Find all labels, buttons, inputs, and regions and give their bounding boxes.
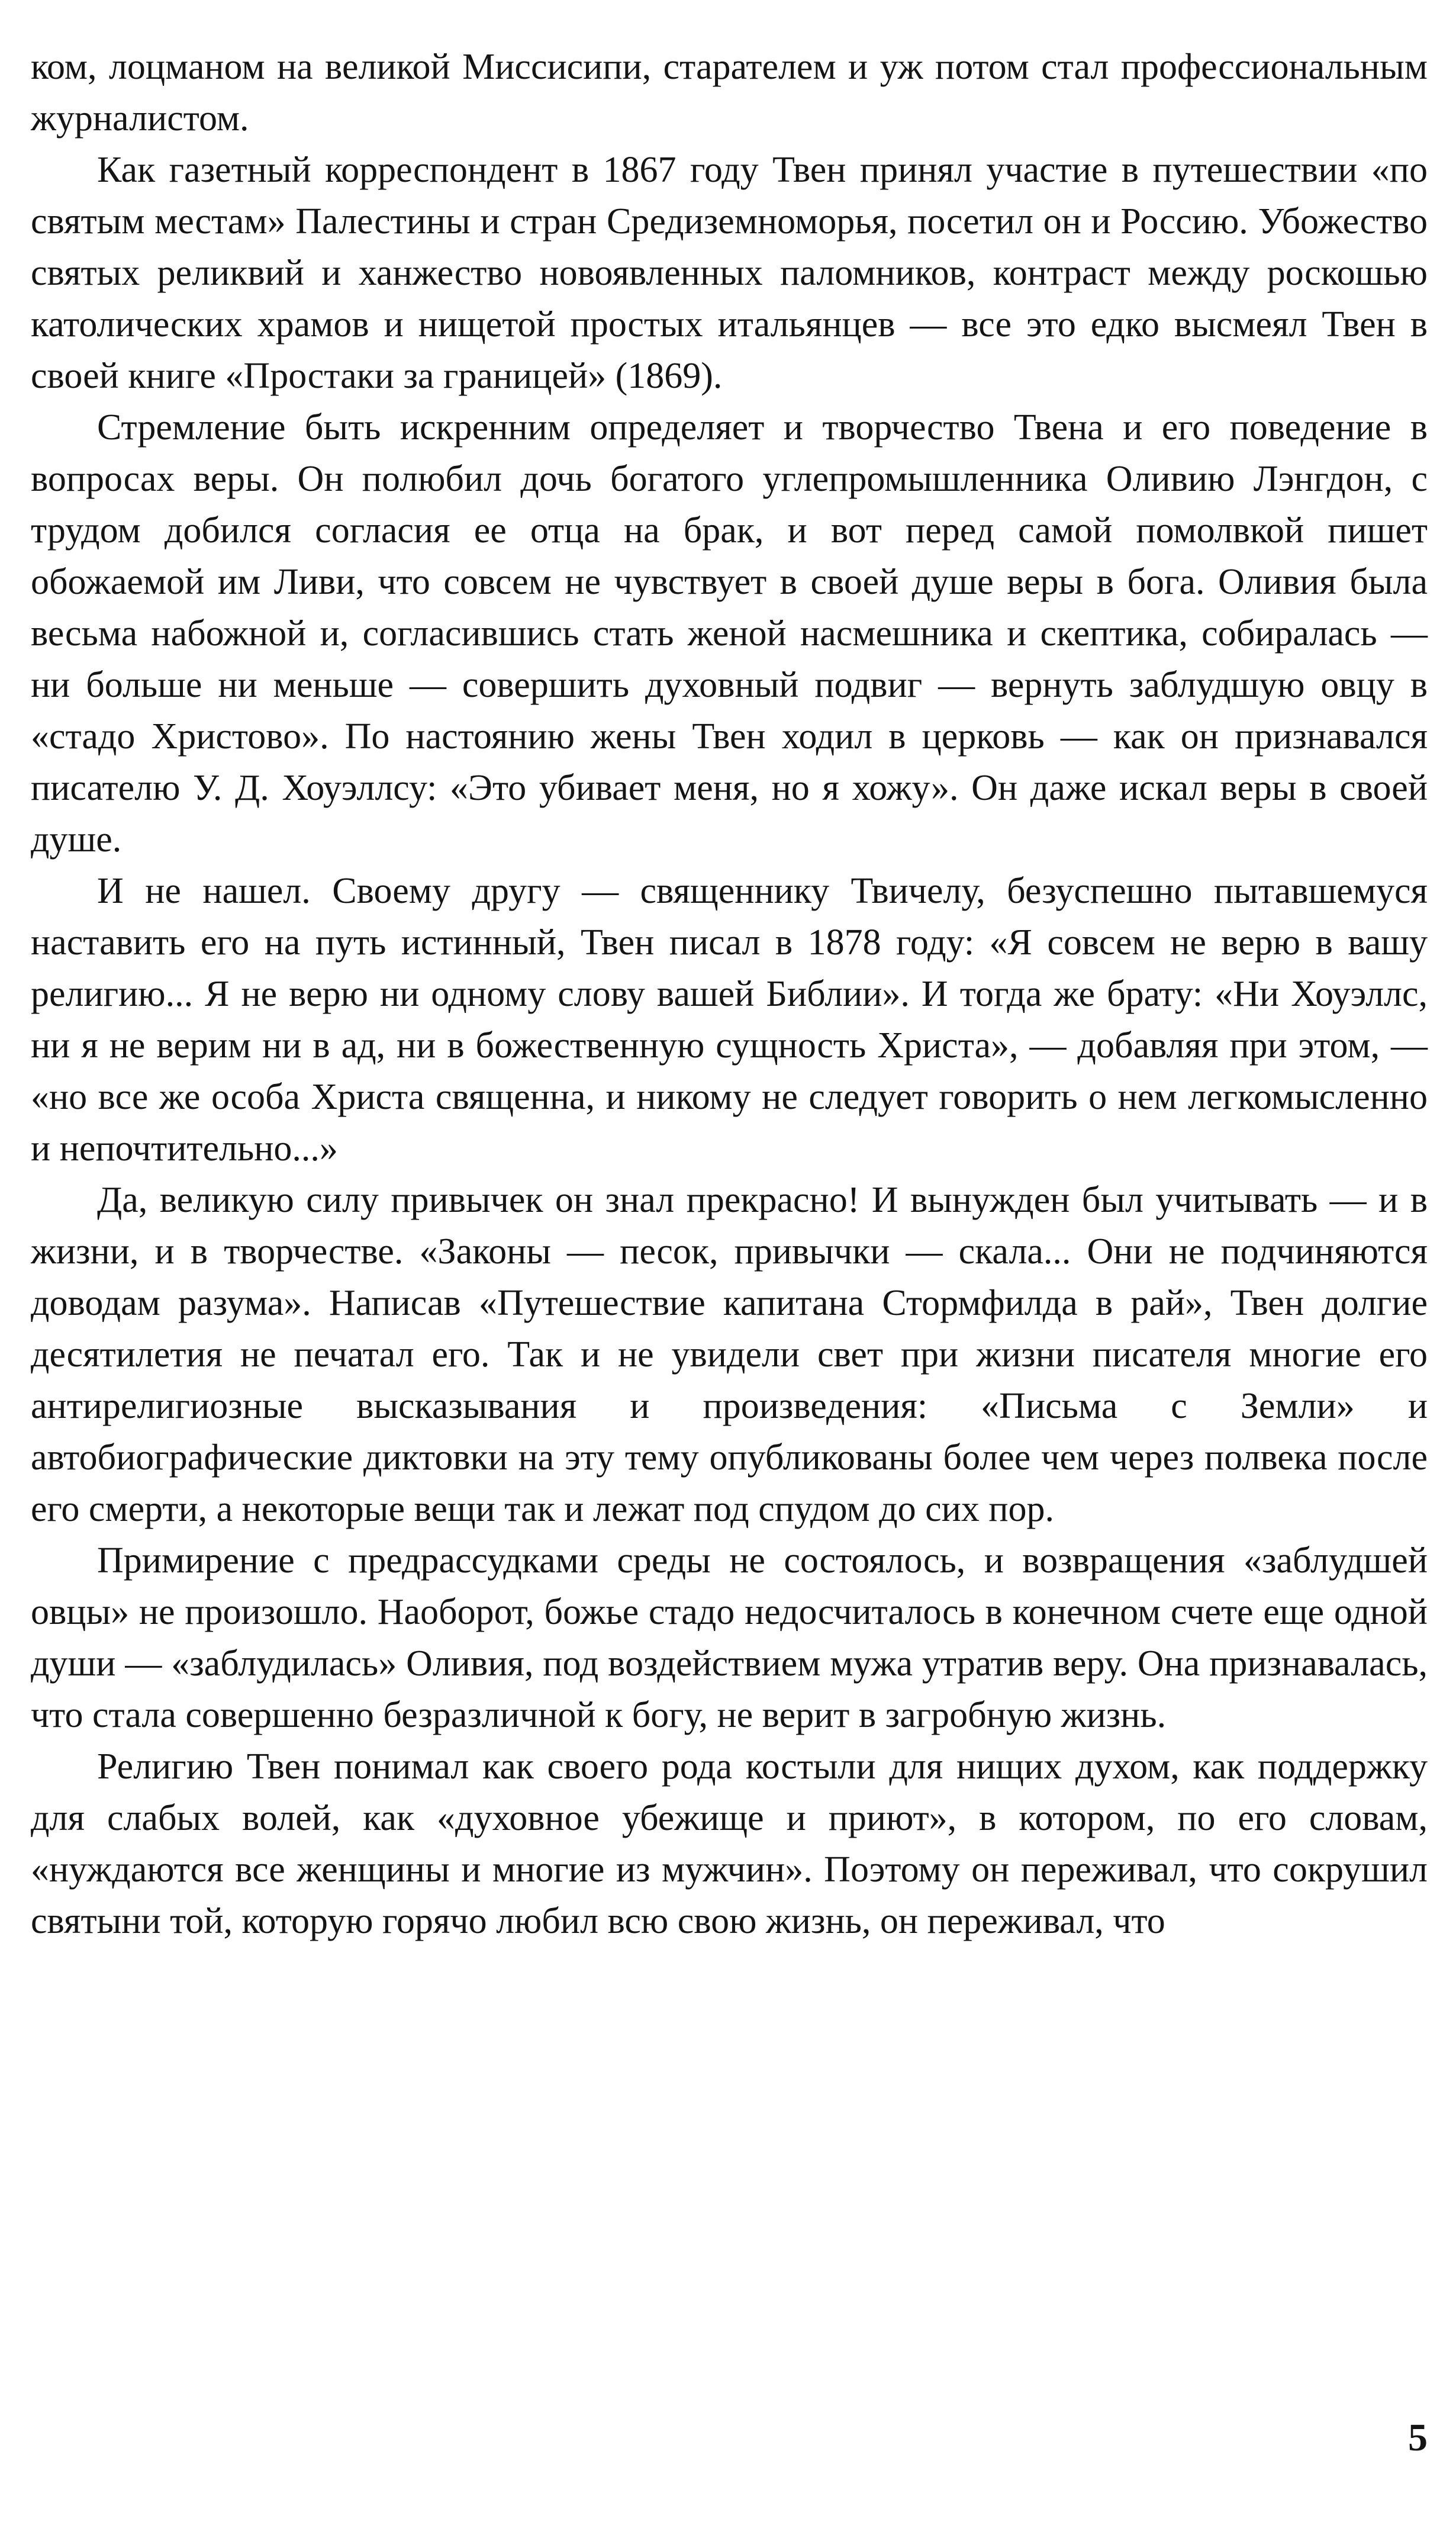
paragraph-did-not-find: И не нашел. Своему другу — священнику Твичелу, безуспешно пытавшемуся наставить его на путь истинный, Твен писал в 1878 году: «Я совсем не верю в вашу религию... Я не верю ни одному слову вашей Библии». И тогда же брату: «Ни Хоуэллс, ни я не верим ни в ад, ни в божественную сущность Христа», — добавляя при этом, — «но все же особа Христа священна, и никому не следует говорить о нем легкомысленно и непочтительно...»: [31, 871, 1428, 1169]
paragraph-reconciliation: Примирение с предрассудками среды не состоялось, и возвращения «заблудшей овцы» не произошло. Наоборот, божье стадо недосчиталось в конечном счете еще одной души — «заблудилась» Оливия, под воздействием мужа утратив веру. Она признавалась, что стала совершенно безразличной к богу, не верит в загробную жизнь.: [31, 1540, 1428, 1735]
page-number: 5: [1408, 2416, 1428, 2459]
page-body: [31, 41, 1428, 1947]
paragraph-religion-crutches: Религию Твен понимал как своего рода костыли для нищих духом, как поддержку для слабых волей, как «духовное убежище и приют», в котором, по его словам, «нуждаются все женщины и многие из мужчин». Поэтому он переживал, что сокрушил святыни той, которую горячо любил всю свою жизнь, он переживал, что: [31, 1746, 1428, 1941]
paragraph-correspondent-1867: Как газетный корреспондент в 1867 году Твен принял участие в путешествии «по святым местам» Палестины и стран Средиземноморья, посетил он и Россию. Убожество святых реликвий и ханжество новоявленных паломников, контраст между роскошью католических храмов и нищетой простых итальянцев — все это едко высмеял Твен в своей книге «Простаки за границей» (1869).: [31, 150, 1428, 396]
paragraph-sincerity: Стремление быть искренним определяет и творчество Твена и его поведение в вопросах веры. Он полюбил дочь богатого углепромышленника Оливию Лэнгдон, с трудом добился согласия ее отца на брак, и вот перед самой помолвкой пишет обожаемой им Ливи, что совсем не чувствует в своей душе веры в бога. Оливия была весьма набожной и, согласившись стать женой насмешника и скептика, собиралась — ни больше ни меньше — совершить духовный подвиг — вернуть заблудшую овцу в «стадо Христово». По настоянию жены Твен ходил в церковь — как он признавался писателю У. Д. Хоуэллсу: «Это убивает меня, но я хожу». Он даже искал веры в своей душе.: [31, 407, 1428, 860]
paragraph-continuation: ком, лоцманом на великой Миссисипи, старателем и уж потом стал профессиональным журналистом.: [31, 47, 1428, 139]
paragraph-habits: Да, великую силу привычек он знал прекрасно! И вынужден был учитывать — и в жизни, и в творчестве. «Законы — песок, привычки — скала... Они не подчиняются доводам разума». Написав «Путешествие капитана Стормфилда в рай», Твен долгие десятилетия не печатал его. Так и не увидели свет при жизни писателя многие его антирелигиозные высказывания и произведения: «Письма с Земли» и автобиографические диктовки на эту тему опубликованы более чем через полвека после его смерти, а некоторые вещи так и лежат под спудом до сих пор.: [31, 1180, 1428, 1529]
